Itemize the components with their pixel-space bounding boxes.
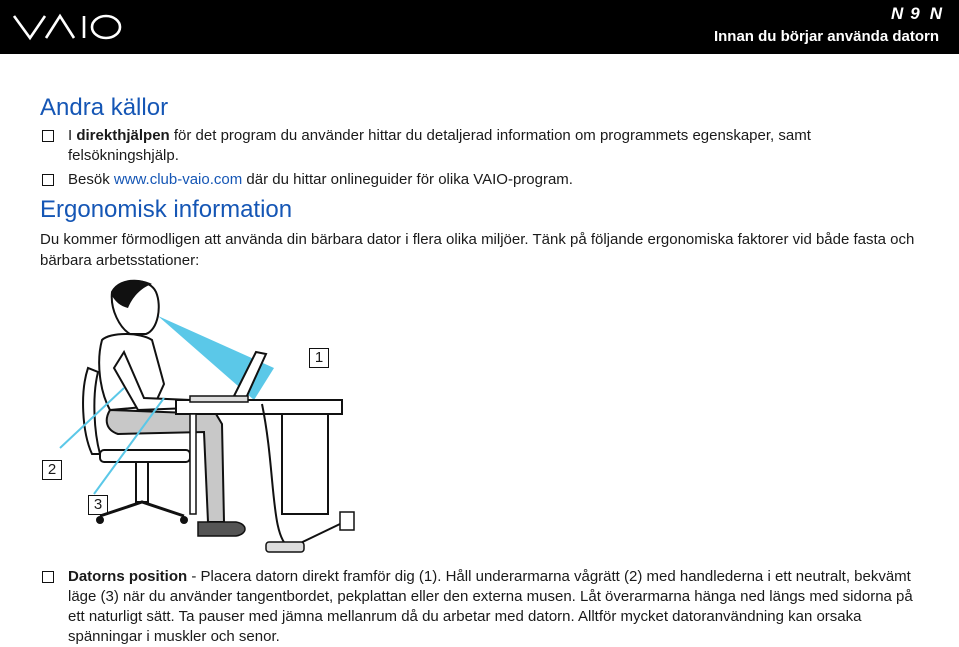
list-item-direkthjalpen: I direkthjälpen för det program du använder hittar du detaljerad information om programmets egenskaper, samt felsökningshjälp. [42,126,922,166]
list-item-club-vaio: Besök www.club-vaio.com där du hittar onlineguider för olika VAIO-program. [42,170,922,190]
next-page-arrow-icon[interactable]: N [929,4,939,23]
page-header [0,0,959,54]
previous-page-arrow-icon[interactable]: N [890,4,901,23]
ergonomics-intro: Du kommer förmodligen att använda din bärbara dator i flera olika miljöer. Tänk på följande ergonomiska faktorer vid både fasta och bärbara arbetsstationer: [40,231,915,269]
laptop-base [190,396,248,402]
chair-seat [100,450,190,462]
chair-base [100,502,184,516]
chair-wheel [96,516,104,524]
power-adapter [266,542,304,552]
desk-drawer-unit [282,414,328,514]
club-vaio-link[interactable]: www.club-vaio.com [113,171,243,188]
callout-2: 2 [42,460,62,480]
person-shoes [198,522,245,536]
checkbox-bullet-icon [42,174,54,186]
callout-1: 1 [309,348,329,368]
list-item-datorns-position: Datorns position - Placera datorn direkt framför dig (1). Håll underarmarna vågrätt (2) med handlederna i ett neutralt, bekvämt läge (3) när du använder tangentbordet, pekplattan eller den externa musen. Låt överarmarna hänga ned längs med sidorna på ett naturligt sätt. Ta pauser med jämna mellanrum då du arbetar med datorn. Alltför mycket datoranvändning kan orsaka spänningar i muskler och senor. [42,567,932,647]
chair-wheel [180,516,188,524]
section-title: Innan du börjar använda datorn [713,28,939,45]
checkbox-bullet-icon [42,130,54,142]
page-navigation [891,4,939,24]
page-number: 9 [910,4,920,23]
callout-3: 3 [88,495,108,515]
wall-outlet [340,512,354,530]
bold-term: Datorns position [68,568,188,585]
heading-andra-kallor: Andra källor [40,94,169,121]
person-legs [107,410,224,522]
bold-term: direkthjälpen [76,127,170,144]
workstation-drawing [40,272,360,560]
heading-ergonomisk-information: Ergonomisk information [40,196,293,223]
chair-column [136,462,148,502]
desk-leg [190,414,196,514]
ergonomics-illustration [40,272,360,565]
chair-back [83,368,100,454]
checkbox-bullet-icon [42,571,54,583]
vaio-logo [12,11,124,48]
